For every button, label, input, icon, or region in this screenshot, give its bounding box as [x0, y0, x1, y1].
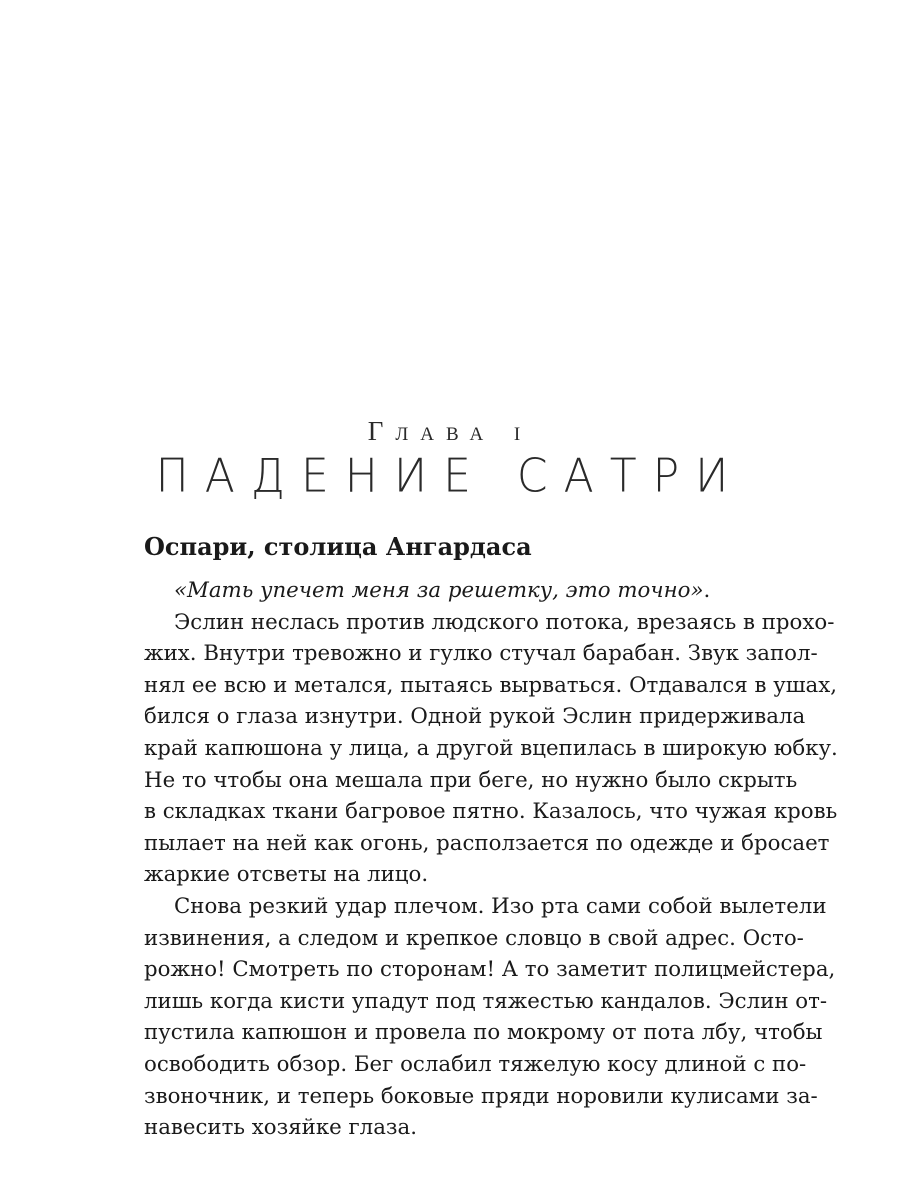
text-line: жаркие отсветы на лицо. [144, 862, 429, 888]
epigraph-end: . [703, 578, 711, 603]
chapter-label: Глава i [367, 416, 533, 446]
text-line: пылает на ней как огонь, расползается по одежде и бросает [144, 830, 830, 856]
epigraph-quote: «Мать упечет меня за решетку, это точно» [174, 578, 704, 603]
chapter-title: ПАДЕНИЕ САТРИ [155, 449, 745, 504]
epigraph [144, 575, 758, 607]
text-line: освободить обзор. Бег ослабил тяжелую косу длиной с по- [144, 1051, 807, 1077]
text-line: Эслин неслась против людского потока, врезаясь в прохо- [174, 609, 835, 635]
text-line: Снова резкий удар плечом. Изо рта сами собой вылетели [174, 893, 827, 919]
paragraph-2 [144, 891, 836, 1144]
text-line: извинения, а следом и крепкое словцо в свой адрес. Осто- [144, 925, 804, 951]
text-line: Не то чтобы она мешала при беге, но нужно было скрыть [144, 767, 798, 793]
text-line: звоночник, и теперь боковые пряди норовили кулисами за- [144, 1083, 818, 1109]
text-line: навесить хозяйке глаза. [144, 1115, 417, 1141]
text-line: бился о глаза изнутри. Одной рукой Эслин придерживала [144, 704, 806, 730]
text-line: рожно! Смотреть по сторонам! А то заметит полицмейстера, [144, 957, 836, 983]
text-line: нял ее всю и метался, пытаясь вырваться. Отдавался в ушах, [144, 672, 838, 698]
body-text [144, 575, 838, 1144]
paragraph-1 [144, 607, 838, 891]
text-line: пустила капюшон и провела по мокрому от пота лбу, чтобы [144, 1020, 823, 1046]
text-line: в складках ткани багровое пятно. Казалось, что чужая кровь [144, 799, 838, 825]
text-line: край капюшона у лица, а другой вцепилась в широкую юбку. [144, 735, 838, 761]
location-heading: Оспари, столица Ангардаса [144, 532, 532, 561]
text-line: лишь когда кисти упадут под тяжестью кандалов. Эслин от- [144, 988, 828, 1014]
text-line: жих. Внутри тревожно и гулко стучал барабан. Звук запол- [144, 641, 818, 667]
